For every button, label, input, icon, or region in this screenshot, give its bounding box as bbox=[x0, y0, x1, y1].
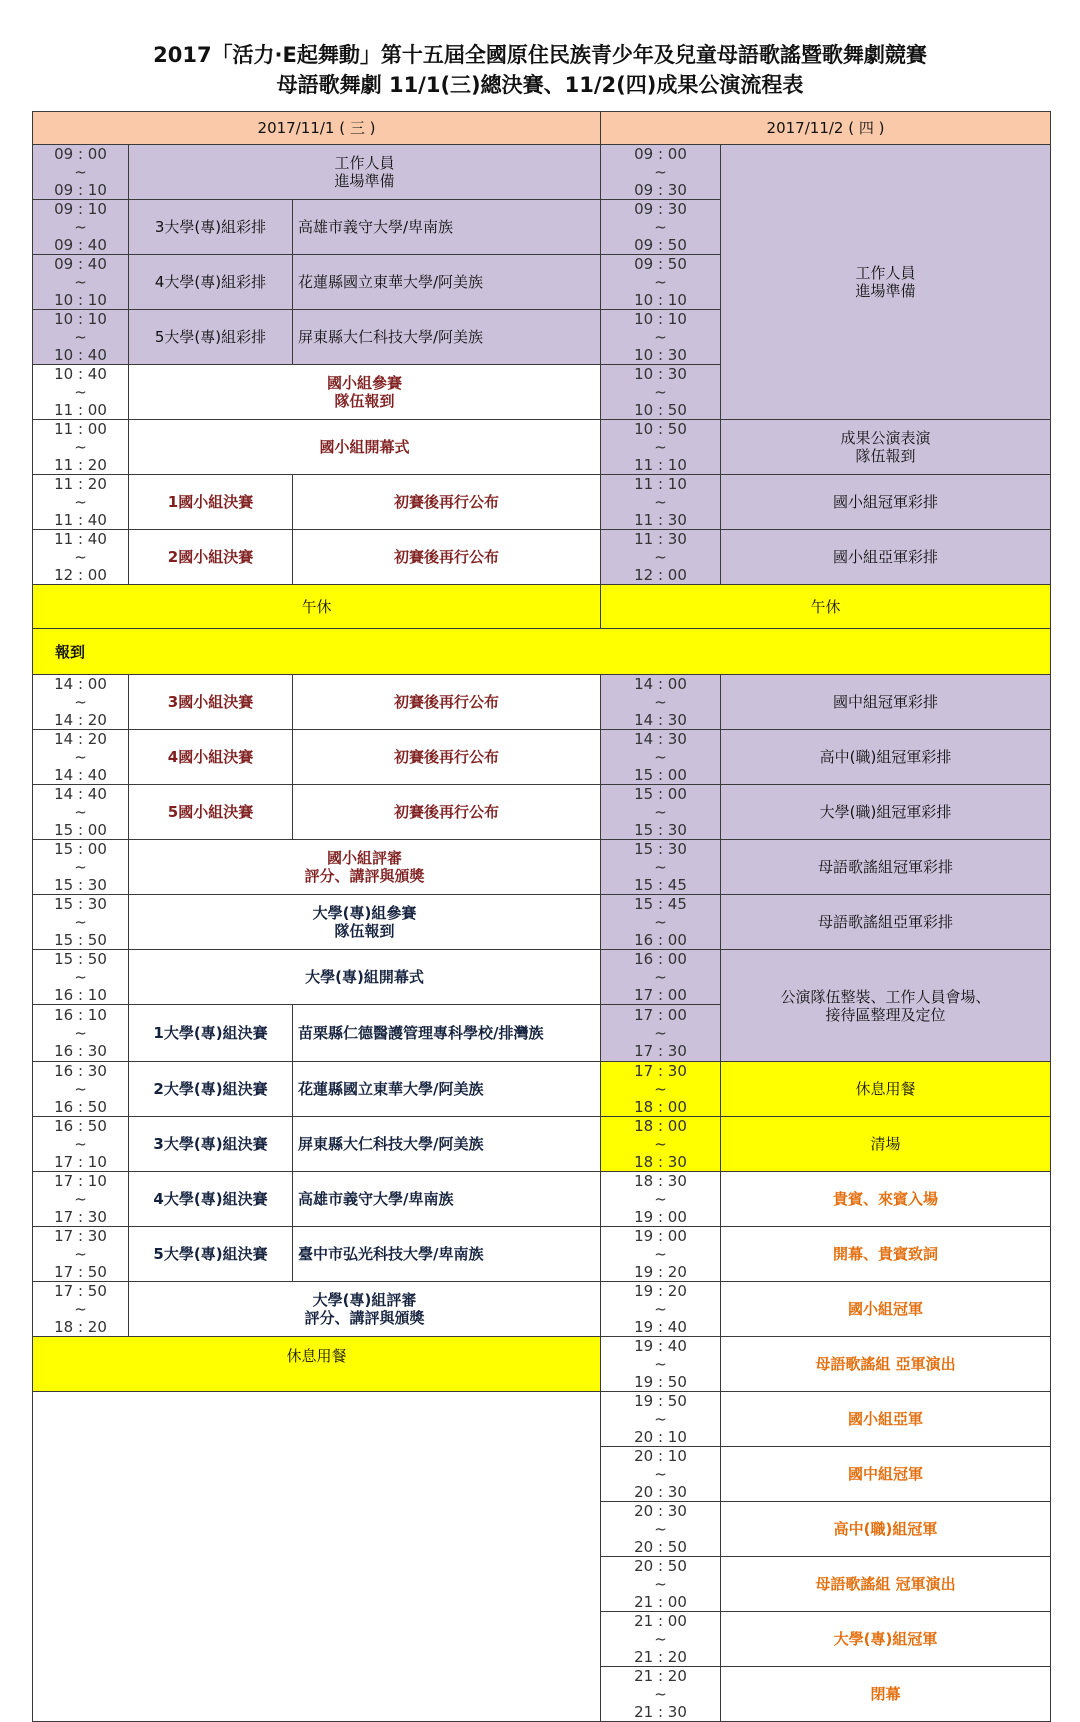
event-university-checkin: 大學(專)組參賽 隊伍報到 bbox=[129, 895, 601, 950]
time-cell: 09 : 30 ~ 09 : 50 bbox=[601, 200, 721, 255]
event-team: 高雄市義守大學/卑南族 bbox=[293, 200, 601, 255]
event-label: 休息用餐 bbox=[721, 1062, 1051, 1117]
event-elementary-judging: 國小組評審 評分、講評與頒獎 bbox=[129, 840, 601, 895]
event-university-judging: 大學(專)組評審 評分、講評與頒獎 bbox=[129, 1282, 601, 1337]
time-cell: 19 : 50 ~ 20 : 10 bbox=[601, 1392, 721, 1447]
time-cell: 14 : 00 ~ 14 : 30 bbox=[601, 675, 721, 730]
event-label: 3大學(專)組決賽 bbox=[129, 1117, 293, 1172]
time-cell: 14 : 00 ~ 14 : 20 bbox=[33, 675, 129, 730]
time-cell: 11 : 40 ~ 12 : 00 bbox=[33, 530, 129, 585]
time-cell: 17 : 50 ~ 18 : 20 bbox=[33, 1282, 129, 1337]
time-cell: 09 : 40 ~ 10 : 10 bbox=[33, 255, 129, 310]
time-cell: 09 : 50 ~ 10 : 10 bbox=[601, 255, 721, 310]
time-cell: 16 : 50 ~ 17 : 10 bbox=[33, 1117, 129, 1172]
event-team: 初賽後再行公布 bbox=[293, 675, 601, 730]
event-elementary-checkin: 國小組參賽 隊伍報到 bbox=[129, 365, 601, 420]
event-label: 國小組冠軍 bbox=[721, 1282, 1051, 1337]
event-label: 1國小組決賽 bbox=[129, 475, 293, 530]
event-label: 2國小組決賽 bbox=[129, 530, 293, 585]
time-cell: 17 : 00 ~ 17 : 30 bbox=[601, 1005, 721, 1062]
time-cell: 10 : 10 ~ 10 : 30 bbox=[601, 310, 721, 365]
event-label: 閉幕 bbox=[721, 1667, 1051, 1722]
event-label: 4國小組決賽 bbox=[129, 730, 293, 785]
event-label: 5大學(專)組彩排 bbox=[129, 310, 293, 365]
event-team: 花蓮縣國立東華大學/阿美族 bbox=[293, 1062, 601, 1117]
event-team: 初賽後再行公布 bbox=[293, 475, 601, 530]
time-cell: 16 : 10 ~ 16 : 30 bbox=[33, 1005, 129, 1062]
event-label: 4大學(專)組決賽 bbox=[129, 1172, 293, 1227]
event-label: 母語歌謠組亞軍彩排 bbox=[721, 895, 1051, 950]
time-cell: 10 : 10 ~ 10 : 40 bbox=[33, 310, 129, 365]
dinner-break-day1: 休息用餐 bbox=[33, 1337, 601, 1392]
time-cell: 16 : 30 ~ 16 : 50 bbox=[33, 1062, 129, 1117]
event-label: 國小組冠軍彩排 bbox=[721, 475, 1051, 530]
event-label: 2大學(專)組決賽 bbox=[129, 1062, 293, 1117]
event-label: 清場 bbox=[721, 1117, 1051, 1172]
time-cell: 20 : 50 ~ 21 : 00 bbox=[601, 1557, 721, 1612]
event-label: 母語歌謠組 冠軍演出 bbox=[721, 1557, 1051, 1612]
event-staff-setup: 工作人員 進場準備 bbox=[129, 145, 601, 200]
title-block bbox=[0, 40, 1080, 100]
document-title: 2017「活力·E起舞動」第十五屆全國原住民族青少年及兒童母語歌謠暨歌舞劇競賽 bbox=[153, 43, 927, 67]
time-cell: 09 : 00 ~ 09 : 30 bbox=[601, 145, 721, 200]
time-cell: 11 : 10 ~ 11 : 30 bbox=[601, 475, 721, 530]
time-cell: 17 : 30 ~ 18 : 00 bbox=[601, 1062, 721, 1117]
event-staff-setup-day2: 工作人員 進場準備 bbox=[721, 145, 1051, 420]
time-cell: 19 : 40 ~ 19 : 50 bbox=[601, 1337, 721, 1392]
event-label: 國小組亞軍 bbox=[721, 1392, 1051, 1447]
time-cell: 09 : 10 ~ 09 : 40 bbox=[33, 200, 129, 255]
time-cell: 11 : 30 ~ 12 : 00 bbox=[601, 530, 721, 585]
event-team: 花蓮縣國立東華大學/阿美族 bbox=[293, 255, 601, 310]
event-troupe-prep: 公演隊伍整裝、工作人員會場、 接待區整理及定位 bbox=[721, 950, 1051, 1062]
event-label: 3大學(專)組彩排 bbox=[129, 200, 293, 255]
event-label: 4大學(專)組彩排 bbox=[129, 255, 293, 310]
time-cell: 14 : 20 ~ 14 : 40 bbox=[33, 730, 129, 785]
empty-area bbox=[33, 1392, 601, 1722]
time-cell: 15 : 50 ~ 16 : 10 bbox=[33, 950, 129, 1005]
event-team: 臺中市弘光科技大學/卑南族 bbox=[293, 1227, 601, 1282]
time-cell: 20 : 30 ~ 20 : 50 bbox=[601, 1502, 721, 1557]
header-day1: 2017/11/1 ( 三 ) bbox=[33, 112, 601, 145]
time-cell: 21 : 20 ~ 21 : 30 bbox=[601, 1667, 721, 1722]
time-cell: 14 : 30 ~ 15 : 00 bbox=[601, 730, 721, 785]
lunch-break-day2: 午休 bbox=[601, 585, 1051, 629]
header-day2: 2017/11/2 ( 四 ) bbox=[601, 112, 1051, 145]
time-cell: 19 : 00 ~ 19 : 20 bbox=[601, 1227, 721, 1282]
time-cell: 15 : 00 ~ 15 : 30 bbox=[33, 840, 129, 895]
event-team: 高雄市義守大學/卑南族 bbox=[293, 1172, 601, 1227]
time-cell: 17 : 30 ~ 17 : 50 bbox=[33, 1227, 129, 1282]
event-label: 國中組冠軍彩排 bbox=[721, 675, 1051, 730]
event-elementary-opening: 國小組開幕式 bbox=[129, 420, 601, 475]
event-performance-checkin: 成果公演表演 隊伍報到 bbox=[721, 420, 1051, 475]
checkin-row: 報到 bbox=[33, 629, 1051, 675]
event-label: 3國小組決賽 bbox=[129, 675, 293, 730]
event-label: 高中(職)組冠軍 bbox=[721, 1502, 1051, 1557]
event-team: 苗栗縣仁德醫護管理專科學校/排灣族 bbox=[293, 1005, 601, 1062]
event-team: 初賽後再行公布 bbox=[293, 530, 601, 585]
event-label: 高中(職)組冠軍彩排 bbox=[721, 730, 1051, 785]
time-cell: 09 : 00 ~ 09 : 10 bbox=[33, 145, 129, 200]
event-team: 屏東縣大仁科技大學/阿美族 bbox=[293, 1117, 601, 1172]
event-label: 母語歌謠組 亞軍演出 bbox=[721, 1337, 1051, 1392]
event-label: 國中組冠軍 bbox=[721, 1447, 1051, 1502]
time-cell: 18 : 00 ~ 18 : 30 bbox=[601, 1117, 721, 1172]
time-cell: 15 : 45 ~ 16 : 00 bbox=[601, 895, 721, 950]
time-cell: 10 : 40 ~ 11 : 00 bbox=[33, 365, 129, 420]
time-cell: 16 : 00 ~ 17 : 00 bbox=[601, 950, 721, 1005]
time-cell: 11 : 20 ~ 11 : 40 bbox=[33, 475, 129, 530]
time-cell: 10 : 30 ~ 10 : 50 bbox=[601, 365, 721, 420]
event-label: 貴賓、來賓入場 bbox=[721, 1172, 1051, 1227]
event-label: 開幕、貴賓致詞 bbox=[721, 1227, 1051, 1282]
time-cell: 20 : 10 ~ 20 : 30 bbox=[601, 1447, 721, 1502]
time-cell: 11 : 00 ~ 11 : 20 bbox=[33, 420, 129, 475]
schedule-table bbox=[32, 111, 1051, 1722]
time-cell: 17 : 10 ~ 17 : 30 bbox=[33, 1172, 129, 1227]
time-cell: 10 : 50 ~ 11 : 10 bbox=[601, 420, 721, 475]
event-label: 大學(專)組冠軍 bbox=[721, 1612, 1051, 1667]
event-label: 5大學(專)組決賽 bbox=[129, 1227, 293, 1282]
event-label: 國小組亞軍彩排 bbox=[721, 530, 1051, 585]
event-team: 初賽後再行公布 bbox=[293, 785, 601, 840]
event-team: 屏東縣大仁科技大學/阿美族 bbox=[293, 310, 601, 365]
time-cell: 14 : 40 ~ 15 : 00 bbox=[33, 785, 129, 840]
event-university-opening: 大學(專)組開幕式 bbox=[129, 950, 601, 1005]
document-subtitle: 母語歌舞劇 11/1(三)總決賽、11/2(四)成果公演流程表 bbox=[276, 73, 804, 97]
time-cell: 18 : 30 ~ 19 : 00 bbox=[601, 1172, 721, 1227]
time-cell: 19 : 20 ~ 19 : 40 bbox=[601, 1282, 721, 1337]
event-label: 大學(職)組冠軍彩排 bbox=[721, 785, 1051, 840]
event-label: 5國小組決賽 bbox=[129, 785, 293, 840]
time-cell: 21 : 00 ~ 21 : 20 bbox=[601, 1612, 721, 1667]
time-cell: 15 : 30 ~ 15 : 50 bbox=[33, 895, 129, 950]
lunch-break-day1: 午休 bbox=[33, 585, 601, 629]
event-team: 初賽後再行公布 bbox=[293, 730, 601, 785]
time-cell: 15 : 30 ~ 15 : 45 bbox=[601, 840, 721, 895]
event-label: 1大學(專)組決賽 bbox=[129, 1005, 293, 1062]
time-cell: 15 : 00 ~ 15 : 30 bbox=[601, 785, 721, 840]
event-label: 母語歌謠組冠軍彩排 bbox=[721, 840, 1051, 895]
